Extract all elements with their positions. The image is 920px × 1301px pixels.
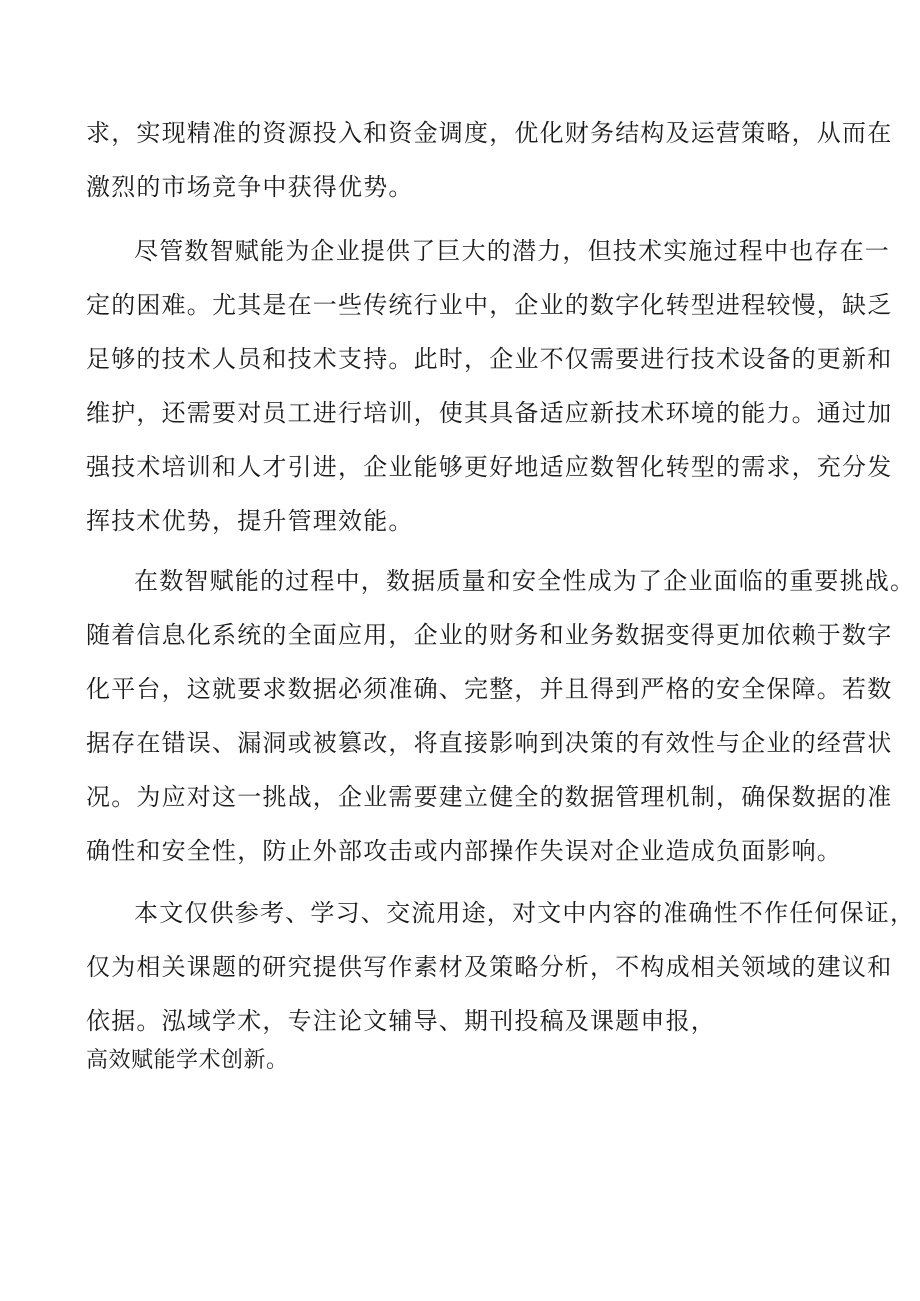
- paragraph-line: 足够的技术人员和技术支持。此时，企业不仅需要进行技术设备的更新和: [86, 345, 893, 373]
- paragraph-line: 维护，还需要对员工进行培训，使其具备适应新技术环境的能力。通过加: [86, 399, 893, 427]
- paragraph-line: 尽管数智赋能为企业提供了巨大的潜力，但技术实施过程中也存在一: [134, 237, 890, 265]
- paragraph-line: 随着信息化系统的全面应用，企业的财务和业务数据变得更加依赖于数字: [86, 621, 893, 649]
- paragraph-line: 本文仅供参考、学习、交流用途，对文中内容的准确性不作任何保证，: [134, 899, 916, 927]
- paragraph-line: 定的困难。尤其是在一些传统行业中，企业的数字化转型进程较慢，缺乏: [86, 291, 893, 319]
- paragraph-line: 挥技术优势，提升管理效能。: [86, 507, 414, 535]
- paragraph-line: 激烈的市场竞争中获得优势。: [86, 173, 414, 201]
- paragraph-line: 确性和安全性，防止外部攻击或内部操作失误对企业造成负面影响。: [86, 837, 842, 865]
- paragraph-line: 据存在错误、漏洞或被篡改，将直接影响到决策的有效性与企业的经营状: [86, 729, 893, 757]
- paragraph-line: 求，实现精准的资源投入和资金调度，优化财务结构及运营策略，从而在: [86, 119, 893, 147]
- paragraph-line: 仅为相关课题的研究提供写作素材及策略分析，不构成相关领域的建议和: [86, 953, 893, 981]
- paragraph-line: 在数智赋能的过程中，数据质量和安全性成为了企业面临的重要挑战。: [134, 567, 916, 595]
- paragraph-line: 高效赋能学术创新。: [86, 1048, 289, 1073]
- paragraph-line: 强技术培训和人才引进，企业能够更好地适应数智化转型的需求，充分发: [86, 453, 893, 481]
- paragraph-line: 化平台，这就要求数据必须准确、完整，并且得到严格的安全保障。若数: [86, 675, 893, 703]
- paragraph-line: 况。为应对这一挑战，企业需要建立健全的数据管理机制，确保数据的准: [86, 783, 893, 811]
- paragraph-line: 依据。泓域学术，专注论文辅导、期刊投稿及课题申报，: [86, 1007, 716, 1035]
